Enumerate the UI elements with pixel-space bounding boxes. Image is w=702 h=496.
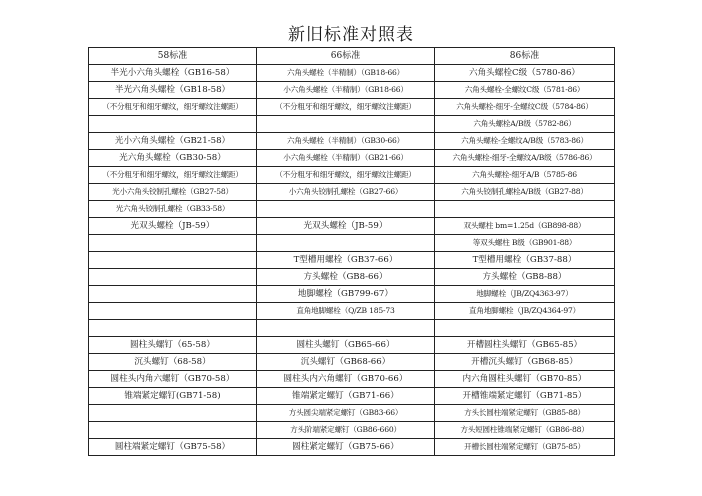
table-row: [89, 116, 615, 133]
cell-86-standard: 六角头螺栓-全螺纹C级（5781-86）: [435, 82, 615, 99]
cell-66-standard: 六角头螺栓（半精制）（GB30-66）: [257, 133, 435, 150]
cell-86-standard: 开槽锥端紧定螺钉（GB71-85）: [435, 388, 615, 405]
cell-66-standard: 小六角头铰制孔螺栓（GB27-66）: [257, 184, 435, 201]
cell-66-standard: 方头阶端紧定螺钉（GB86-660）: [257, 422, 435, 439]
cell-86-standard: [435, 201, 615, 218]
cell-66-standard: T型槽用螺栓（GB37-66）: [257, 252, 435, 269]
cell-66-standard: 地脚螺栓（GB799-67）: [257, 286, 435, 303]
cell-66-standard: 锥端紧定螺钉（GB71-66）: [257, 388, 435, 405]
table-row: [89, 235, 615, 252]
cell-66-standard: 方头螺栓（GB8-66）: [257, 269, 435, 286]
cell-58-standard: （不分粗牙和细牙螺纹，细牙螺纹注螺距）: [89, 99, 257, 116]
cell-86-standard: 六角头螺栓-全螺纹A/B级（5783-86）: [435, 133, 615, 150]
table-row: [89, 133, 615, 150]
cell-58-standard: 光双头螺栓（JB-59）: [89, 218, 257, 235]
table-row: [89, 150, 615, 167]
cell-58-standard: 光六角头铰制孔螺栓（GB33-58）: [89, 201, 257, 218]
table-row: [89, 184, 615, 201]
cell-86-standard: 六角头螺栓A/B级（5782-86）: [435, 116, 615, 133]
cell-58-standard: 光六角头螺栓（GB30-58）: [89, 150, 257, 167]
cell-86-standard: 内六角圆柱头螺钉（GB70-85）: [435, 371, 615, 388]
standards-comparison-table: [88, 47, 615, 456]
cell-86-standard: 直角地脚螺栓（JB/ZQ4364-97）: [435, 303, 615, 320]
cell-66-standard: 圆柱紧定螺钉（GB75-66）: [257, 439, 435, 456]
cell-58-standard: （不分粗牙和细牙螺纹，细牙螺纹注螺距）: [89, 167, 257, 184]
table-row: [89, 269, 615, 286]
header-58-standard: 58标准: [89, 48, 257, 65]
cell-66-standard: 六角头螺栓（半精制）（GB18-66）: [257, 65, 435, 82]
table-row: [89, 320, 615, 337]
cell-86-standard: T型槽用螺栓（GB37-88）: [435, 252, 615, 269]
table-row: [89, 65, 615, 82]
table-row: [89, 286, 615, 303]
cell-58-standard: 光小六角头螺栓（GB21-58）: [89, 133, 257, 150]
cell-66-standard: [257, 116, 435, 133]
cell-66-standard: 圆柱头内六角螺钉（GB70-66）: [257, 371, 435, 388]
cell-58-standard: [89, 303, 257, 320]
table-row: [89, 388, 615, 405]
cell-58-standard: [89, 422, 257, 439]
cell-58-standard: 锥端紧定螺钉(GB71-58): [89, 388, 257, 405]
table-row: [89, 371, 615, 388]
table-row: [89, 82, 615, 99]
table-row: [89, 405, 615, 422]
cell-58-standard: 沉头螺钉（68-58）: [89, 354, 257, 371]
cell-58-standard: [89, 116, 257, 133]
cell-58-standard: 圆柱头内角六螺钉（GB70-58）: [89, 371, 257, 388]
cell-86-standard: 地脚螺栓（JB/ZQ4363-97）: [435, 286, 615, 303]
cell-58-standard: 半光六角头螺栓（GB18-58）: [89, 82, 257, 99]
page-title: 新旧标准对照表: [288, 25, 414, 45]
cell-66-standard: 小六角头螺栓（半精制）（GB21-66）: [257, 150, 435, 167]
cell-58-standard: 圆柱头螺钉（65-58）: [89, 337, 257, 354]
cell-58-standard: 半光小六角头螺栓（GB16-58）: [89, 65, 257, 82]
cell-58-standard: 光小六角头铰制孔螺栓（GB27-58）: [89, 184, 257, 201]
table-row: [89, 439, 615, 456]
table-row: [89, 252, 615, 269]
table-row: [89, 303, 615, 320]
cell-66-standard: （不分粗牙和细牙螺纹，细牙螺纹注螺距）: [257, 99, 435, 116]
cell-86-standard: 六角头螺栓-细牙A/B（5785-86: [435, 167, 615, 184]
cell-66-standard: 方头圆尖端紧定螺钉（GB83-66）: [257, 405, 435, 422]
table-row: [89, 354, 615, 371]
cell-58-standard: [89, 286, 257, 303]
table-row: [89, 99, 615, 116]
cell-58-standard: [89, 252, 257, 269]
cell-58-standard: [89, 405, 257, 422]
cell-86-standard: [435, 320, 615, 337]
cell-66-standard: 圆柱头螺钉（GB65-66）: [257, 337, 435, 354]
cell-66-standard: [257, 201, 435, 218]
cell-66-standard: 小六角头螺栓（半精制）（GB18-66）: [257, 82, 435, 99]
cell-86-standard: 开槽长圆柱端紧定螺钉（GB75-85）: [435, 439, 615, 456]
header-66-standard: 66标准: [257, 48, 435, 65]
cell-66-standard: 直角地脚螺栓（Q/ZB 185-73: [257, 303, 435, 320]
cell-86-standard: 方头螺栓（GB8-88）: [435, 269, 615, 286]
cell-86-standard: 开槽沉头螺钉（GB68-85）: [435, 354, 615, 371]
cell-86-standard: 六角头螺栓-细牙-全螺纹C级（5784-86）: [435, 99, 615, 116]
table-header-row: [89, 48, 615, 65]
cell-66-standard: [257, 320, 435, 337]
cell-86-standard: 等双头螺柱 B级（GB901-88）: [435, 235, 615, 252]
table-row: [89, 167, 615, 184]
cell-86-standard: 双头螺柱 bm=1.25d（GB898-88）: [435, 218, 615, 235]
table-row: [89, 337, 615, 354]
table-row: [89, 218, 615, 235]
cell-58-standard: 圆柱端紧定螺钉（GB75-58）: [89, 439, 257, 456]
cell-58-standard: [89, 269, 257, 286]
cell-58-standard: [89, 320, 257, 337]
cell-86-standard: 六角头螺栓C级（5780-86）: [435, 65, 615, 82]
cell-66-standard: [257, 235, 435, 252]
table-row: [89, 201, 615, 218]
cell-86-standard: 六角头螺栓-细牙-全螺纹A/B级（5786-86）: [435, 150, 615, 167]
cell-66-standard: （不分粗牙和细牙螺纹，细牙螺纹注螺距）: [257, 167, 435, 184]
header-86-standard: 86标准: [435, 48, 615, 65]
cell-86-standard: 开槽圆柱头螺钉（GB65-85）: [435, 337, 615, 354]
cell-86-standard: 方头长圆柱端紧定螺钉（GB85-88）: [435, 405, 615, 422]
cell-86-standard: 方头短圆柱锥端紧定螺钉（GB86-88）: [435, 422, 615, 439]
cell-58-standard: [89, 235, 257, 252]
cell-66-standard: 光双头螺栓（JB-59）: [257, 218, 435, 235]
cell-66-standard: 沉头螺钉（GB68-66）: [257, 354, 435, 371]
table-row: [89, 422, 615, 439]
cell-86-standard: 六角头铰制孔螺栓A/B级（GB27-88）: [435, 184, 615, 201]
